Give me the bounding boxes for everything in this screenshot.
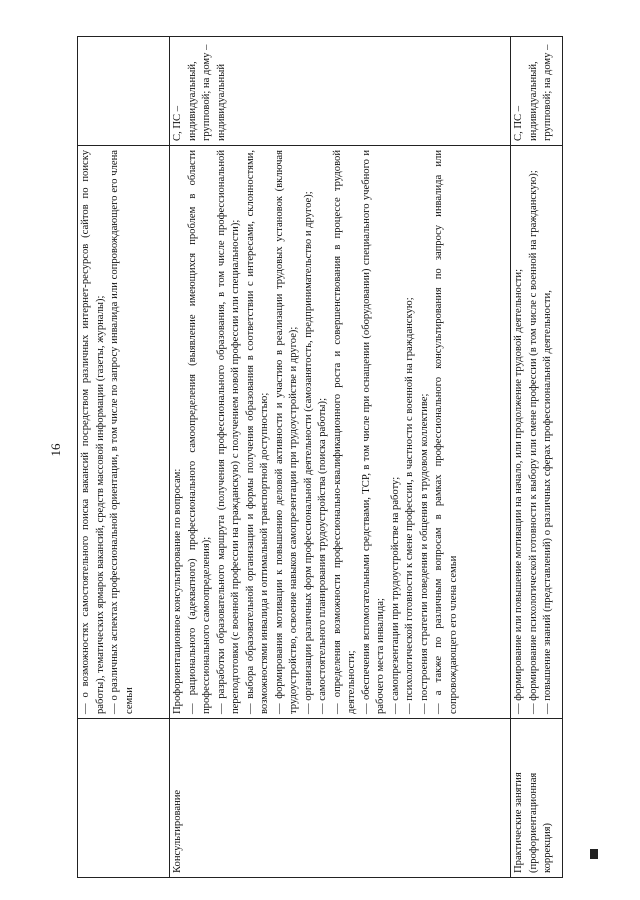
content-line: Профориентационное консультирование по вопросам: xyxy=(172,468,183,714)
content-line: — формирования мотивации к повышению деловой активности и участию в реализации трудовых установок (включая трудоустройство, освоение навыков самопрезентации при трудоустройстве и другое); xyxy=(273,150,299,714)
service-form-cell: С, ПС – индивидуальный, групповой; на дому – индивидуальный xyxy=(170,37,511,146)
table-row xyxy=(78,37,170,878)
service-content-cell xyxy=(170,146,511,719)
content-line: — формирование психологической готовности к выбору или смене профессии (в том числе с военной на гражданскую); xyxy=(527,170,539,714)
rehabilitation-table xyxy=(77,36,563,878)
content-line: — самостоятельного планирования трудоустройства (поиска работы); xyxy=(317,397,328,714)
scan-mark xyxy=(590,849,598,859)
content-line: — разработки образовательного маршрута (получения профессионального образования, в том числе профессиональной переподготовки (с военной профессии на гражданскую) с получением новой профессии или специальности); xyxy=(215,150,241,714)
table-row xyxy=(511,37,563,878)
content-line: — определения возможности профессионально-квалификационного роста и совершенствования в процессе трудовой деятельности; xyxy=(331,150,357,714)
content-line: — построения стратегии поведения и общения в трудовом коллективе; xyxy=(418,393,430,714)
rotated-table-container xyxy=(77,36,562,878)
content-line: — организации различных форм профессиональной деятельности (самозанятость, предпринимательство и другое); xyxy=(302,191,314,714)
service-type-cell: Практические занятия (профориентационная коррекция) xyxy=(511,719,563,878)
service-form-cell: С, ПС – индивидуальный, групповой; на дому – xyxy=(511,37,563,146)
content-line: — рационального (адекватного) профессионального самоопределения (выявление имеющихся проблем в области профессионального самоопределения); xyxy=(186,150,212,714)
content-line: — психологической готовности к смене профессии, в частности с военной на гражданскую; xyxy=(404,297,415,714)
content-line: — выбора образовательной организации и формы получения образования в соответствии с интересами, склонностями, возможностями инвалида и оптимальной транспортной доступностью; xyxy=(244,150,270,714)
content-line: — формирование или повышение мотивации на начало, или продолжение трудовой деятельности; xyxy=(513,268,524,714)
content-line: — а также по различным вопросам в рамках профессионального консультирования по запросу инвалида или сопровождающего его члена семьи xyxy=(433,150,459,714)
content-line: — повышение знаний (представлений) о различных сферах профессиональной деятельности, xyxy=(542,290,553,714)
service-type-cell: Консультирование xyxy=(170,719,511,878)
content-line: — обеспечения вспомогательными средствами, ТСР, в том числе при оснащении (оборудовании) специального учебного и рабочего места инвалида; xyxy=(360,150,386,714)
service-content-cell xyxy=(78,146,170,719)
content-line: — о возможностях самостоятельного поиска вакансий посредством различных интернет-ресурсов (сайтов по поиску работы), тематических ярмарок вакансий, средств массовой информации (газеты, журналы); xyxy=(80,150,106,714)
content-line: — о различных аспектах профессиональной ориентации, в том числе по запросу инвалида или сопровождающего его члена семьи xyxy=(109,150,135,714)
content-line: — самопрезентации при трудоустройстве на работу; xyxy=(389,476,401,714)
table-row xyxy=(170,37,511,878)
page-number: 16 xyxy=(48,443,63,457)
service-content-cell xyxy=(511,146,563,719)
service-form-cell xyxy=(78,37,170,146)
service-type-cell xyxy=(78,719,170,878)
